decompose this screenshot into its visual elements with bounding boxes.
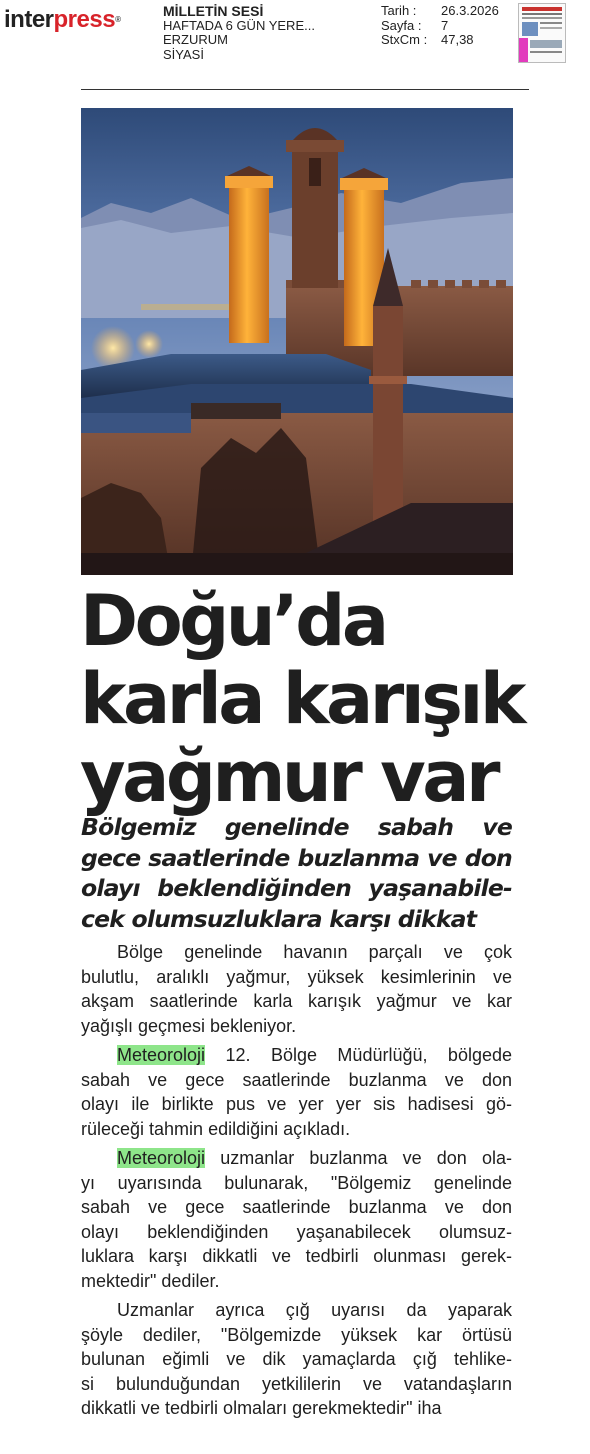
article-deck	[81, 812, 512, 934]
publication-city: ERZURUM	[163, 32, 228, 47]
date-label: Tarih :	[381, 3, 417, 18]
article-body	[81, 940, 512, 1426]
page-label: Sayfa :	[381, 17, 422, 33]
header-divider	[81, 89, 529, 90]
stxcm-label: StxCm :	[381, 32, 428, 47]
publication-category: SİYASİ	[163, 46, 204, 62]
deck-line: gece saatlerinde buzlanma ve don	[81, 843, 512, 872]
registered-mark: ®	[115, 15, 121, 24]
clip-meta-values	[441, 4, 499, 48]
article-photo	[81, 108, 513, 575]
body-line	[81, 1043, 512, 1068]
body-paragraph	[81, 940, 512, 1038]
body-line: olayı beklendiğinden yaşanabilecek olumsuz-	[81, 1221, 512, 1242]
stxcm-value: 47,38	[441, 32, 474, 47]
body-line	[81, 1146, 512, 1171]
body-line: luklara karşı dikkatli ve tedbirli olunması gerek-	[81, 1246, 512, 1266]
body-line: Bölge genelinde havanın parçalı ve çok	[117, 942, 512, 962]
body-paragraph	[81, 1298, 512, 1421]
deck-line: olayı beklendiğinden yaşanabile-	[81, 874, 512, 902]
body-line: si bulunduğundan yetkililerin ve vatandaşların	[81, 1373, 512, 1394]
headline-line: yağmur var	[80, 736, 498, 818]
body-line: dikkatli ve tedbirli olmaları gerekmektedir" iha	[81, 1398, 442, 1418]
body-line: olayı ile birlikte pus ve yer yer sis hadisesi gö-	[81, 1094, 512, 1114]
clip-meta-labels	[381, 4, 427, 48]
body-line: mektedir" dediler.	[81, 1270, 220, 1291]
body-line: sabah ve gece saatlerinde buzlanma ve don	[81, 1197, 512, 1217]
highlighted-term: Meteoroloji	[117, 1045, 206, 1065]
publication-meta	[163, 4, 315, 62]
logo-text-inter: inter	[4, 6, 54, 33]
publication-name: MİLLETİN SESİ	[163, 3, 264, 19]
body-line: yı uyarısında bulunarak, "Bölgemiz genelinde	[81, 1172, 512, 1193]
page-value: 7	[441, 17, 449, 33]
publication-frequency: HAFTADA 6 GÜN YERE...	[163, 17, 315, 33]
page-thumbnail[interactable]	[518, 3, 566, 63]
twin-minaret-night-illustration	[81, 108, 513, 575]
body-line: Uzmanlar ayrıca çığ uyarısı da yaparak	[117, 1300, 512, 1320]
deck-line: Bölgemiz genelinde sabah ve	[81, 813, 512, 841]
body-line: bulunan eğimli ve dik yamaçlarda çığ tehlike-	[81, 1349, 512, 1369]
deck-line: cek olumsuzluklara karşı dikkat	[81, 904, 477, 933]
body-paragraph	[81, 1146, 512, 1293]
body-line: bulutlu, aralıklı yağmur, yüksek kesimlerinin ve	[81, 966, 512, 987]
body-line: akşam saatlerinde karla karışık yağmur ve kar	[81, 991, 512, 1011]
date-value: 26.3.2026	[441, 3, 499, 18]
body-line-text: 12. Bölge Müdürlüğü, bölgede	[205, 1045, 512, 1065]
body-line: yağışlı geçmesi bekleniyor.	[81, 1015, 297, 1036]
body-line: rüleceği tahmin edildiğini açıkladı.	[81, 1118, 351, 1139]
article-headline	[80, 580, 523, 818]
body-paragraph	[81, 1043, 512, 1141]
body-line-text: uzmanlar buzlanma ve don ola-	[205, 1148, 512, 1168]
interpress-logo	[4, 6, 120, 34]
headline-line: Doğu’da	[80, 580, 386, 662]
headline-line: karla karışık	[80, 658, 523, 740]
logo-text-press: press	[53, 6, 116, 33]
highlighted-term: Meteoroloji	[117, 1148, 206, 1168]
body-line: sabah ve gece saatlerinde buzlanma ve don	[81, 1069, 512, 1090]
body-line: şöyle dediler, "Bölgemizde yüksek kar örtüsü	[81, 1324, 512, 1345]
